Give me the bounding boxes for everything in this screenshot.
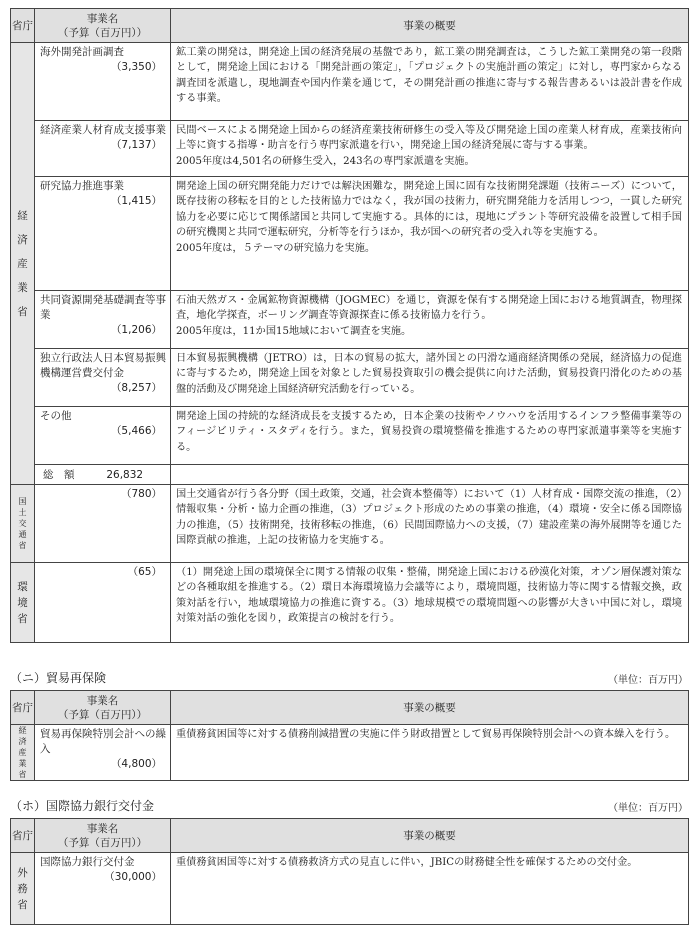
header-project-budget-label: （予算（百万円）） <box>57 26 148 39</box>
project-description <box>171 177 689 291</box>
project-budget: （30,000） <box>104 871 162 883</box>
project-name: 経済産業人材育成支援事業 <box>40 124 166 136</box>
header-overview: 事業の概要 <box>171 9 689 43</box>
project-description <box>171 407 689 465</box>
jbic-grant-table <box>10 818 689 925</box>
ministry-cell-meti <box>11 43 35 485</box>
total-label: 総 額 <box>43 469 75 481</box>
ministry-cell-moe <box>11 563 35 643</box>
project-description <box>171 485 689 563</box>
ministry-cell-mlit <box>11 485 35 563</box>
description-paragraph: 2005年度は，５テーマの研究協力を実施。 <box>176 242 376 254</box>
description-paragraph: 民間ベースによる開発途上国からの経済産業技術研修生の受入等及び開発途上国の産業人材育成，産業技術向上等に資する指導・助言を行う専門家派遣を行い，開発途上国の経済発展に寄与する事業。 <box>176 125 682 152</box>
trade-reinsurance-table <box>10 690 689 781</box>
project-name: 共同資源開発基礎調査等事業 <box>40 294 166 321</box>
total-amount: 26,832 <box>106 469 144 481</box>
project-name-cell <box>35 177 171 291</box>
header-project-budget-label: （予算（百万円）） <box>57 708 148 721</box>
description-paragraph: 鉱工業の開発は，開発途上国の経済発展の基盤であり，鉱工業の開発調査は，こうした鉱工業開発の第一段階として，開発途上国における「開発計画の策定」，「プロジェクトの実施計画の策定」に対し，専門家からなる調査団を派遣し，現地調査や国内作業を通じて，その開発計画の推進に寄与する報告書あるいは設計書を作成する事業。 <box>176 47 682 105</box>
project-budget: （3,350） <box>110 61 162 73</box>
header-project-name-label: 事業名 <box>86 822 119 835</box>
project-name-cell <box>35 725 171 781</box>
project-budget: （5,466） <box>110 425 162 437</box>
header-ministry: 省庁 <box>11 819 35 853</box>
project-name: その他 <box>40 410 72 422</box>
project-description <box>171 43 689 121</box>
project-name: 独立行政法人日本貿易振興機構運営費交付金 <box>40 352 166 379</box>
header-project-budget-label: （予算（百万円）） <box>57 836 148 849</box>
description-paragraph: 開発途上国の持続的な経済成長を支援するため，日本企業の技術やノウハウを活用するインフラ整備事業等のフィージビリティ・スタディを行う。また，貿易投資の環境整備を推進するための専門家派遣事業等を実施する。 <box>176 411 682 453</box>
main-project-table <box>10 8 689 643</box>
description-paragraph: 2005年度は4,501名の研修生受入，243名の専門家派遣を実施。 <box>176 155 475 167</box>
header-ministry: 省庁 <box>11 9 35 43</box>
total-cell <box>35 465 171 485</box>
project-name-cell <box>35 407 171 465</box>
header-project-name-label: 事業名 <box>86 12 119 25</box>
description-paragraph: 国土交通省が行う各分野（国土政策，交通，社会資本整備等）において（1）人材育成・国際交流の推進，（2）情報収集・分析・協力企画の推進，（3）プロジェクト形成のための事業の推進，（4）環境・安全に係る国際協力の推進，（5）技術開発，技術移転の推進，（6）民間国際協力への支援，（7）建設産業の海外展開等を通じた国際貢献の推進，上記の技術協力を実施する。 <box>176 489 682 547</box>
project-description: 重債務貧困国等に対する債務削減措置の実施に伴う財政措置として貿易再保険特別会計への資本繰入を行う。 <box>171 725 689 781</box>
header-project-name <box>35 9 171 43</box>
project-name-cell <box>35 563 171 643</box>
project-description: 重債務貧困国等に対する債務救済方式の見直しに伴い，JBICの財務健全性を確保するための交付金。 <box>171 853 689 925</box>
project-description <box>171 291 689 349</box>
unit-label: （単位：百万円） <box>608 675 688 686</box>
project-name-cell <box>35 43 171 121</box>
description-paragraph: （1）開発途上国の環境保全に関する情報の収集・整備，開発途上国における砂漠化対策，オゾン層保護対策などの各種取組を推進する。（2）環日本海環境協力会議等により，環境問題，技術協力等に関する情報交換，政策対話を行い，地域環境協力の推進に資する。（3）地球規模での環境問題への影響が大きい中国に対し，環境対策対話の強化を図り，政策提言の検討を行う。 <box>176 567 682 625</box>
section-title-trade-reinsurance: （ニ）貿易再保険 <box>10 671 107 685</box>
project-budget: （7,137） <box>110 139 162 151</box>
header-ministry: 省庁 <box>11 691 35 725</box>
project-name-cell <box>35 485 171 563</box>
project-description <box>171 349 689 407</box>
project-description <box>171 563 689 643</box>
project-name-cell <box>35 121 171 177</box>
unit-label: （単位：百万円） <box>608 803 688 814</box>
project-budget: （4,800） <box>110 758 162 770</box>
section-title-jbic-grant: （ホ）国際協力銀行交付金 <box>10 799 155 813</box>
description-paragraph: 2005年度は，11か国15地域において調査を実施。 <box>176 325 412 337</box>
header-overview: 事業の概要 <box>171 819 689 853</box>
project-budget: （65） <box>127 566 162 578</box>
header-overview: 事業の概要 <box>171 691 689 725</box>
project-name: 研究協力推進事業 <box>40 180 124 192</box>
ministry-name-moe: 環境省 <box>17 580 28 625</box>
description-paragraph: 石油天然ガス・金属鉱物資源機構（JOGMEC）を通じ，資源を保有する開発途上国における地質調査，物理探査，地化学探査，ボーリング調査等資源探査に係る技術協力を行う。 <box>176 295 682 322</box>
project-name: 貿易再保険特別会計への繰入 <box>40 728 166 755</box>
project-description <box>171 121 689 177</box>
project-budget: （8,257） <box>110 382 162 394</box>
project-budget: （1,415） <box>110 195 162 207</box>
project-name: 海外開発計画調査 <box>40 46 124 58</box>
project-name-cell <box>35 853 171 925</box>
ministry-name-meti: 経済産業省 <box>17 209 28 318</box>
header-project-name <box>35 819 171 853</box>
ministry-cell-meti <box>11 725 35 781</box>
ministry-name-meti: 経済産業省 <box>18 726 27 779</box>
header-project-name-label: 事業名 <box>86 694 119 707</box>
project-budget: （1,206） <box>110 324 162 336</box>
ministry-name-mofa: 外務省 <box>17 866 28 911</box>
ministry-cell-mofa <box>11 853 35 925</box>
description-paragraph: 開発途上国の研究開発能力だけでは解決困難な，開発途上国に固有な技術開発課題（技術ニーズ）について，既存技術の移転を目的とした技術協力ではなく，我が国の技術力，研究開発能力を活用しつつ，一貫した研究協力を必要に応じて関係諸国と共同して実施する。具体的には，現地にプラント等研究設備を設置して相手国の研究機関と共同で運転研究，分析等を行うほか，我が国への研究者の受入れ等を実施する。 <box>176 181 682 239</box>
ministry-name-mlit: 国土交通省 <box>18 497 27 550</box>
header-project-name <box>35 691 171 725</box>
project-name-cell <box>35 291 171 349</box>
description-paragraph: 日本貿易振興機構（JETRO）は，日本の貿易の拡大，諸外国との円滑な通商経済関係の発展，経済協力の促進に寄与するため，開発途上国を対象とした貿易投資取引の機会提供に向けた活動，貿易投資円滑化のための基盤的活動及び開発途上国経済研究活動を行っている。 <box>176 353 682 395</box>
total-blank-cell <box>171 465 689 485</box>
project-name-cell <box>35 349 171 407</box>
project-budget: （780） <box>120 488 162 500</box>
project-name: 国際協力銀行交付金 <box>40 856 135 868</box>
